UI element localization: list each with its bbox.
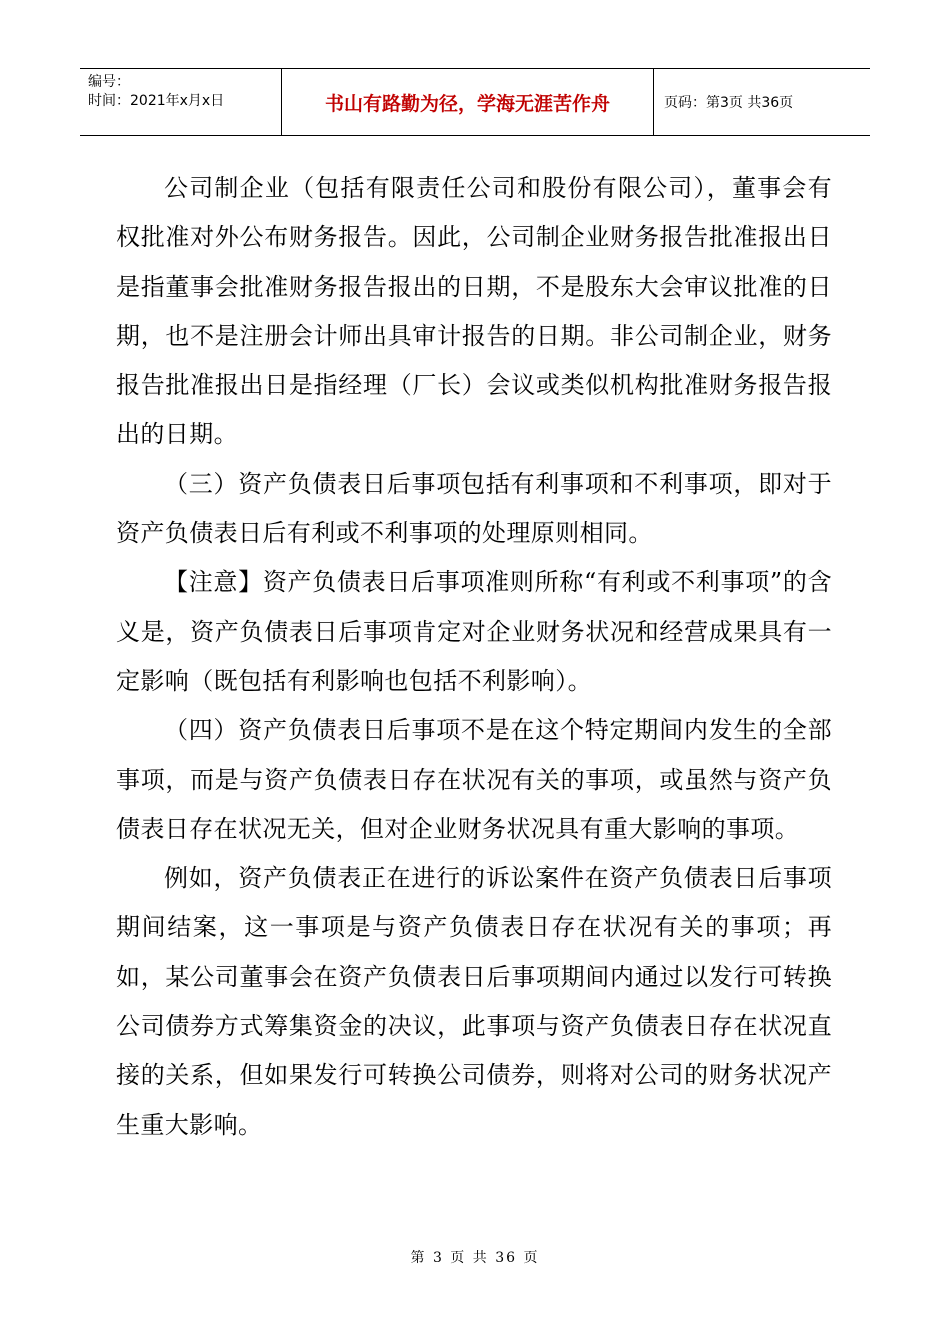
body-paragraph: 例如，资产负债表正在进行的诉讼案件在资产负债表日后事项期间结案，这一事项是与资产负债表日存在状况有关的事项；再如，某公司董事会在资产负债表日后事项期间内通过以发行可转换公司债券方式筹集资金的决议，此事项与资产负债表日存在状况直接的关系，但如果发行可转换公司债券，则将对公司的财务状况产生重大影响。 — [116, 864, 832, 1139]
body-paragraph: 公司制企业（包括有限责任公司和股份有限公司），董事会有权批准对外公布财务报告。因此，公司制企业财务报告批准报出日是指董事会批准财务报告报出的日期，不是股东大会审议批准的日期，也不是注册会计师出具审计报告的日期。非公司制企业，财务报告批准报出日是指经理（厂长）会议或类似机构批准财务报告报出的日期。 — [116, 174, 832, 449]
body-paragraph: 【注意】资产负债表日后事项准则所称“有利或不利事项”的含义是，资产负债表日后事项肯定对企业财务状况和经营成果具有一定影响（既包括有利影响也包括不利影响）。 — [116, 568, 832, 695]
body-paragraph: （四）资产负债表日后事项不是在这个特定期间内发生的全部事项，而是与资产负债表日存在状况有关的事项，或虽然与资产负债表日存在状况无关，但对企业财务状况具有重大影响的事项。 — [116, 716, 832, 843]
header-meta-cell — [80, 69, 282, 135]
body-paragraph: （三）资产负债表日后事项包括有利事项和不利事项，即对于资产负债表日后有利或不利事项的处理原则相同。 — [116, 469, 832, 548]
header-motto: 书山有路勤为径，学海无涯苦作舟 — [282, 69, 654, 135]
document-body — [116, 164, 832, 1150]
page-header — [80, 68, 870, 136]
header-page-info: 页码：第3页 共36页 — [664, 95, 794, 111]
document-number-label: 编号： — [88, 74, 130, 90]
page-footer: 第 3 页 共 36 页 — [410, 1250, 540, 1266]
document-date: 时间：2021年x月x日 — [88, 93, 225, 109]
